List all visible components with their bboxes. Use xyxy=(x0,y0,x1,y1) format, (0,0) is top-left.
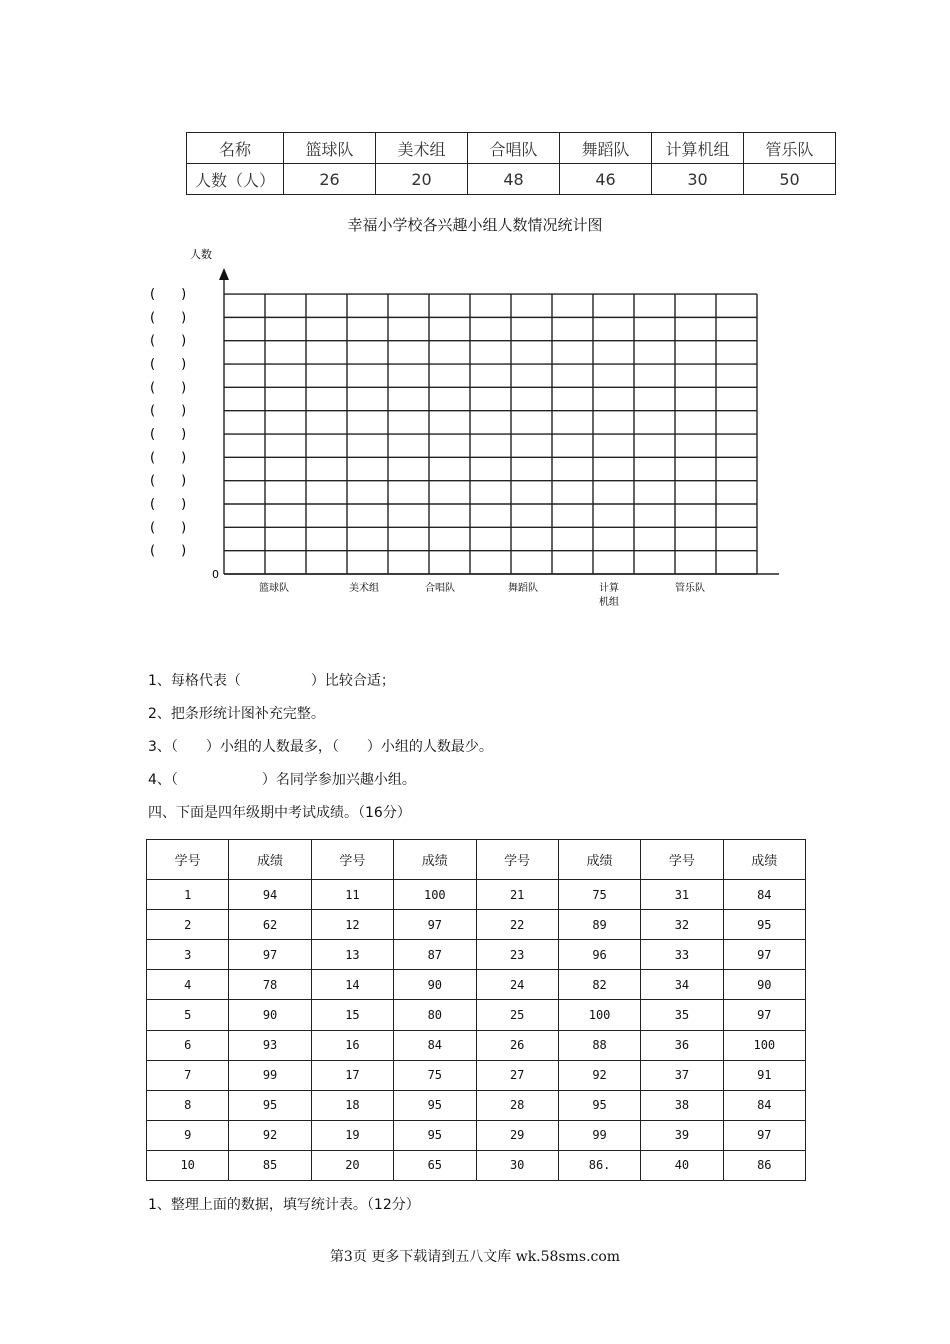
y-tick-label: ( ) xyxy=(150,357,187,373)
table-cell: 95 xyxy=(558,1090,640,1120)
table-cell: 30 xyxy=(476,1150,558,1180)
x-tick-label: 篮球队 xyxy=(259,583,289,594)
header-cell: 学号 xyxy=(641,840,723,880)
question-1: 1、每格代表（ ）比较合适； xyxy=(148,673,395,689)
table-cell: 96 xyxy=(558,940,640,970)
y-tick-label: ( ) xyxy=(150,450,187,466)
table-cell: 10 xyxy=(147,1150,229,1180)
table-row xyxy=(147,880,806,910)
y-tick-label: ( ) xyxy=(150,310,187,326)
table-row xyxy=(147,940,806,970)
x-tick-label: 机组 xyxy=(599,597,619,608)
table-cell: 95 xyxy=(394,1120,476,1150)
table-cell: 13 xyxy=(311,940,393,970)
table-cell: 84 xyxy=(394,1030,476,1060)
y-tick-label: ( ) xyxy=(150,473,187,489)
table-cell: 32 xyxy=(641,910,723,940)
interest-group-table xyxy=(186,132,836,195)
y-axis-arrow xyxy=(219,268,229,280)
table-cell: 99 xyxy=(229,1060,311,1090)
x-tick-label: 合唱队 xyxy=(425,583,455,594)
table-cell: 8 xyxy=(147,1090,229,1120)
table-cell: 12 xyxy=(311,910,393,940)
table-cell: 100 xyxy=(723,1030,805,1060)
x-tick-label: 美术组 xyxy=(349,583,379,594)
bar-chart-grid xyxy=(140,240,800,620)
table-cell: 19 xyxy=(311,1120,393,1150)
score-table-header xyxy=(147,840,806,880)
y-tick-label: ( ) xyxy=(150,543,187,559)
y-tick-label: ( ) xyxy=(150,497,187,513)
table-cell: 40 xyxy=(641,1150,723,1180)
table-cell: 92 xyxy=(229,1120,311,1150)
table-cell: 95 xyxy=(229,1090,311,1120)
table-cell: 27 xyxy=(476,1060,558,1090)
table-cell: 75 xyxy=(558,880,640,910)
header-cell: 合唱队 xyxy=(468,133,560,164)
header-cell: 成绩 xyxy=(723,840,805,880)
header-cell: 学号 xyxy=(311,840,393,880)
y-tick-label: ( ) xyxy=(150,427,187,443)
table-cell: 90 xyxy=(723,970,805,1000)
question-2: 2、把条形统计图补充完整。 xyxy=(148,706,325,722)
table-row xyxy=(147,1030,806,1060)
table-cell: 14 xyxy=(311,970,393,1000)
table-cell: 78 xyxy=(229,970,311,1000)
table-cell: 97 xyxy=(394,910,476,940)
origin-label: 0 xyxy=(212,568,219,581)
table-cell: 38 xyxy=(641,1090,723,1120)
interest-group-value-row xyxy=(187,164,836,195)
table-cell: 39 xyxy=(641,1120,723,1150)
table-cell: 91 xyxy=(723,1060,805,1090)
table-cell: 35 xyxy=(641,1000,723,1030)
table-cell: 93 xyxy=(229,1030,311,1060)
y-tick-label: ( ) xyxy=(150,380,187,396)
y-tick-label: ( ) xyxy=(150,520,187,536)
section-four-heading: 四、下面是四年级期中考试成绩。（16分） xyxy=(148,805,411,821)
table-cell: 33 xyxy=(641,940,723,970)
table-cell: 26 xyxy=(476,1030,558,1060)
table-cell: 94 xyxy=(229,880,311,910)
table-cell: 92 xyxy=(558,1060,640,1090)
y-tick-label: ( ) xyxy=(150,403,187,419)
table-cell: 4 xyxy=(147,970,229,1000)
y-axis-label: 人数 xyxy=(190,248,212,261)
header-cell: 成绩 xyxy=(558,840,640,880)
x-tick-label: 舞蹈队 xyxy=(508,583,538,594)
value-cell: 48 xyxy=(468,164,560,195)
table-cell: 31 xyxy=(641,880,723,910)
table-cell: 6 xyxy=(147,1030,229,1060)
table-cell: 1 xyxy=(147,880,229,910)
table-cell: 88 xyxy=(558,1030,640,1060)
value-cell: 26 xyxy=(284,164,376,195)
table-cell: 86. xyxy=(558,1150,640,1180)
header-cell: 成绩 xyxy=(229,840,311,880)
header-cell: 美术组 xyxy=(376,133,468,164)
question-3: 3、（ ）小组的人数最多，（ ）小组的人数最少。 xyxy=(148,739,493,755)
table-cell: 2 xyxy=(147,910,229,940)
header-cell: 学号 xyxy=(476,840,558,880)
header-cell: 计算机组 xyxy=(652,133,744,164)
table-cell: 36 xyxy=(641,1030,723,1060)
table-cell: 34 xyxy=(641,970,723,1000)
table-cell: 11 xyxy=(311,880,393,910)
value-cell: 20 xyxy=(376,164,468,195)
y-tick-label: ( ) xyxy=(150,333,187,349)
table-cell: 95 xyxy=(723,910,805,940)
table-cell: 97 xyxy=(723,1120,805,1150)
table-cell: 95 xyxy=(394,1090,476,1120)
table-cell: 84 xyxy=(723,1090,805,1120)
table-row xyxy=(147,910,806,940)
table-cell: 21 xyxy=(476,880,558,910)
table-row xyxy=(147,1000,806,1030)
page-footer: 第3页 更多下载请到五八文库 wk.58sms.com xyxy=(329,1249,621,1265)
header-cell: 成绩 xyxy=(394,840,476,880)
table-cell: 85 xyxy=(229,1150,311,1180)
table-cell: 90 xyxy=(394,970,476,1000)
table-cell: 87 xyxy=(394,940,476,970)
table-cell: 9 xyxy=(147,1120,229,1150)
table-cell: 37 xyxy=(641,1060,723,1090)
table-cell: 100 xyxy=(394,880,476,910)
interest-group-header-row xyxy=(187,133,836,164)
table-cell: 82 xyxy=(558,970,640,1000)
table-cell: 80 xyxy=(394,1000,476,1030)
table-cell: 97 xyxy=(229,940,311,970)
table-cell: 7 xyxy=(147,1060,229,1090)
table-cell: 99 xyxy=(558,1120,640,1150)
table-cell: 15 xyxy=(311,1000,393,1030)
header-cell: 管乐队 xyxy=(744,133,836,164)
table-cell: 65 xyxy=(394,1150,476,1180)
table-row xyxy=(147,1120,806,1150)
table-cell: 90 xyxy=(229,1000,311,1030)
question-4: 4、（ ）名同学参加兴趣小组。 xyxy=(148,772,416,788)
table-row xyxy=(147,970,806,1000)
table-row xyxy=(147,1150,806,1180)
header-cell: 篮球队 xyxy=(284,133,376,164)
table-cell: 22 xyxy=(476,910,558,940)
table-cell: 17 xyxy=(311,1060,393,1090)
table-cell: 100 xyxy=(558,1000,640,1030)
chart-title: 幸福小学校各兴趣小组人数情况统计图 xyxy=(347,216,603,234)
table-cell: 97 xyxy=(723,940,805,970)
x-tick-label: 管乐队 xyxy=(675,583,705,594)
table-cell: 23 xyxy=(476,940,558,970)
table-cell: 20 xyxy=(311,1150,393,1180)
table-cell: 5 xyxy=(147,1000,229,1030)
header-cell: 学号 xyxy=(147,840,229,880)
table-cell: 29 xyxy=(476,1120,558,1150)
x-tick-label: 计算 xyxy=(599,583,619,594)
value-cell: 人数（人） xyxy=(187,164,284,195)
value-cell: 30 xyxy=(652,164,744,195)
table-cell: 16 xyxy=(311,1030,393,1060)
table-cell: 28 xyxy=(476,1090,558,1120)
table-cell: 62 xyxy=(229,910,311,940)
header-cell: 舞蹈队 xyxy=(560,133,652,164)
table-row xyxy=(147,1090,806,1120)
table-cell: 97 xyxy=(723,1000,805,1030)
table-cell: 75 xyxy=(394,1060,476,1090)
value-cell: 46 xyxy=(560,164,652,195)
y-tick-label: ( ) xyxy=(150,287,187,303)
table-cell: 18 xyxy=(311,1090,393,1120)
header-cell: 名称 xyxy=(187,133,284,164)
table-cell: 89 xyxy=(558,910,640,940)
table-cell: 3 xyxy=(147,940,229,970)
table-row xyxy=(147,1060,806,1090)
table-cell: 25 xyxy=(476,1000,558,1030)
table-cell: 84 xyxy=(723,880,805,910)
table-cell: 86 xyxy=(723,1150,805,1180)
task-1: 1、整理上面的数据，填写统计表。（12分） xyxy=(148,1197,420,1213)
value-cell: 50 xyxy=(744,164,836,195)
score-table xyxy=(146,839,806,1181)
table-cell: 24 xyxy=(476,970,558,1000)
